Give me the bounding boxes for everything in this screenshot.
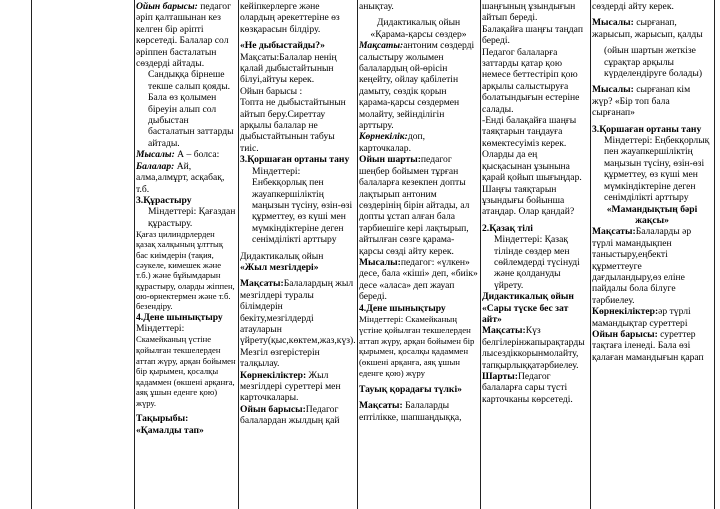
game-title: «Қамалды тап»	[136, 424, 204, 436]
text: Мақсаты:Балалар ненің қалай дыбыстайтынын білуі,айтуы керек.	[240, 51, 337, 86]
text: Педагог балалардан жылдың қай	[240, 403, 340, 427]
game-title: Дидактикалық ойын «Қарама-қарсы сөздер»	[370, 17, 467, 40]
text: сөздерді айту керек.	[592, 1, 674, 12]
label: Мысалы:	[136, 149, 175, 161]
text: кейіпкерлерге және олардың әрекеттеріне өз көзқарасын білдіру.	[240, 1, 340, 35]
label: Көрнекіліктер:	[592, 306, 659, 318]
text: сырғанап, жарысып, жарысып, қалды	[592, 17, 703, 40]
column-3	[357, 0, 480, 509]
text: антоним сөздерді салыстыру жолымен балалардың ой-өрісін кеңейту, ойлау қабілетін дамыту, сөздік қорын қарама-қарсы сөздермен молайту, зейінділігін арттыру.	[359, 40, 475, 132]
label: Мақсаты:	[359, 400, 403, 412]
text: доп, карточкалар.	[359, 131, 426, 154]
section-heading: 4.Дене шынықтыру	[136, 311, 223, 323]
label: Көрнекілік:	[359, 131, 408, 143]
column-5	[590, 0, 714, 509]
text: Ай, алма,алмұрт, асқабақ, т.б.	[136, 160, 225, 195]
text: Педагог балаларға сары түсті карточканы көрсетеді.	[482, 371, 573, 405]
text: Ойын барысы :	[240, 85, 303, 97]
text: Балаларды ептілікке, шапшаңдыққа,	[359, 400, 462, 423]
label: Ойын барысы:	[592, 328, 658, 340]
text: Міндеттері: Енбекқорлық пен жауапкершіліктің маңызын түсіну, өзін-өзі құрметтеу, өз күші мен мүмкіндіктеріне деген сенімділікті арттыру	[252, 165, 353, 246]
grid-line	[714, 0, 715, 509]
label: Балалар:	[136, 160, 175, 172]
label: Мақсаты:	[482, 325, 526, 337]
section-heading: 3.Құрастыру	[136, 194, 192, 206]
text: әр түрлі мамандықтар суреттері	[592, 306, 691, 329]
text: -Енді балақайға шаңғы таяқтарын таңдауға көмектесуіміз керек. Оларды да ең қысқасынан ұзынына қарай қойып шығыңдар. Шаңғы таяқтарын ұзындығы бойынша атаңдар. Олар қандай?	[482, 115, 582, 218]
label: Мысалы:	[592, 84, 634, 96]
label: Ойын барысы:	[240, 403, 306, 415]
game-title: «Мамандықтың бәрі жақсы»	[606, 203, 698, 226]
text: Балаларды әр түрлі мамандықпен таныстыру,еңбекті құрметтеуге дағдыландыру,өз еліне пайдалы бола білуге тәрбиелеу.	[592, 226, 692, 306]
label: Мақсаты:	[359, 40, 404, 52]
text: Міндеттері: Қағаздан құрастыру.	[148, 206, 236, 229]
text: Жыл мезгілдері суреттері мен карточкалары.	[240, 369, 341, 404]
column-4	[480, 0, 590, 509]
section-heading: 3.Қоршаған ортаны тану	[592, 123, 702, 135]
game-title: Тауық қорадағы түлкі»	[359, 383, 462, 395]
text: Міндеттері: Скамейканың үстіне қойылған текшелерден аттап жүру, арқан бойымен бір қырымен, қосалқы қадаммен (өкшені арқанға, аяқ ұшын еденге қою) жүру	[359, 313, 475, 378]
section-heading: 4.Дене шынықтыру	[359, 302, 446, 314]
game-title: «Жыл мезгілдері»	[240, 261, 319, 273]
text: педагог	[197, 1, 232, 12]
text: Күз белгілерінжапырақтарды лысездіккорынмолайту, тапқырлыққатәрбиелеу.	[482, 325, 585, 371]
label: Шарты:	[482, 371, 518, 382]
text: Міндеттері: Еңбекқорлық пен жауапкершіліктің маңызын түсіну, өзін-өзі құрметтеу, өз күші мен мүмкіндіктеріне деген сенімділікті арттыру	[604, 135, 710, 204]
text: педагог шеңбер бойымен тұрған балаларға кезекпен допты лақтырып антоним сөздерінің бірін айтады, ал допты ұстап алған бала тәрбиешіге кері лақтырып, айтылған сөзге қарама-қарсы сөзді айту керек.	[359, 154, 470, 257]
game-title: «Не дыбыстайды?»	[240, 40, 325, 52]
text: Топта не дыбыстайтынын айтып беру.Сиреттау арқылы балалар не дыбыстайтынын табуы тиіс.	[240, 97, 346, 154]
text: суреттер тақтаға іленеді. Бала өзі қалаған мамандығын қарап	[592, 328, 704, 363]
game-title: Дидактикалық ойын «Сары түске бес зат айт»	[482, 291, 574, 325]
grid-line	[31, 0, 32, 509]
text: Қағаз цилиндрлерден қазақ халқының ұлттық бас киімдерін (тақия, сәукеле, кимешек және т.б.) және бұйымдарын құрастыру, оларды жіппен, ою-өрнектермен және т.б. безендіру.	[136, 229, 235, 312]
text: Балалардың жыл мезгілдері туралы білімдерін бекіту,мезгілдерді атауларын үйрету(қыс,көктем,жаз,күз). Мезгіл өзгерістерін талқылау.	[240, 278, 356, 370]
column-1	[134, 0, 238, 509]
text: сырғанап кім жүр? «Бір топ бала сырғанап»	[592, 84, 691, 119]
section-heading: 2.Қазақ тілі	[482, 222, 533, 234]
label: Мақсаты:	[592, 226, 636, 238]
text: педагог: «үлкен» десе, бала «кіші» деп, «биік» десе «аласа» деп жауап береді.	[359, 256, 478, 303]
text: Балақайға шаңғы таңдап береді.	[482, 23, 583, 47]
label: Ойын шарты:	[359, 154, 421, 166]
label: Мақсаты:	[240, 278, 284, 290]
label: Тақырыбы:	[136, 413, 189, 425]
text: (ойын шартын жеткізе сұрақтар арқылы күрделендіруге болады)	[604, 45, 703, 80]
text: анықтау.	[359, 1, 394, 12]
text: Міндеттері: Қазақ тілінде сөздер мен сөйлемдерді түсінуді және қолдануды үйрету.	[494, 234, 580, 291]
label: Ойын барысы:	[136, 1, 198, 12]
section-heading: 3.Қоршаған ортаны тану	[240, 154, 350, 166]
text: Сандыққа бірнеше текше салып қояды. Бала өз қолымен біреуін алып сол дыбыстан басталатын заттарды айтады.	[148, 69, 234, 149]
label: Мысалы:	[359, 256, 401, 268]
text: А – болса:	[174, 149, 220, 161]
text: Дидактикалық ойын	[240, 250, 324, 262]
text: шаңғының ұзындығын айтып береді.	[482, 1, 576, 24]
label: Мысалы:	[592, 17, 634, 29]
column-2	[238, 0, 357, 509]
text: Педагог балаларға заттарды қатар қою немесе беттестіріп қою арқылы салыстыруға болатындығын естеріне салады.	[482, 46, 580, 115]
text: әріп қалташынан кез келген бір әріпті көрсетеді. Балалар сол әріппен басталатын сөздерді айтады.	[136, 12, 229, 70]
text: Міндеттері:	[136, 322, 185, 334]
label: Көрнекіліктер:	[240, 369, 307, 381]
text: Скамейканың үстіне қойылған текшелерден аттап жүру, арқан бойымен бір қырымен, қосалқы қадаммен (өкшені арқанға, аяқ ұшын еденге қою) жүру.	[136, 334, 236, 408]
